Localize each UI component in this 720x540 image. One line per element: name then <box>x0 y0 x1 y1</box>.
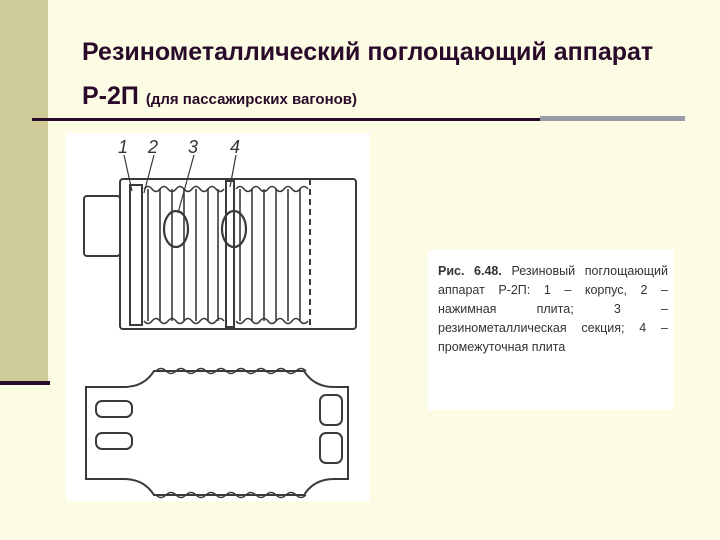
figure-caption-panel <box>428 250 674 410</box>
corrugation-top-right <box>236 187 308 192</box>
intermediate-plate <box>226 181 234 327</box>
slot-left-bottom <box>96 433 132 449</box>
slot-left-top <box>96 401 132 417</box>
left-accent-bar <box>0 0 48 384</box>
title-underline <box>32 118 540 121</box>
callout-3: 3 <box>188 137 199 157</box>
left-accent-rule <box>0 381 50 385</box>
title-underline-accent <box>540 116 685 121</box>
callout-4: 4 <box>230 137 241 157</box>
pressure-plate <box>130 185 142 325</box>
side-view-corrugation <box>156 369 306 498</box>
drawing-svg <box>66 133 370 501</box>
slot-right-top <box>320 395 342 425</box>
figure-number: Рис. 6.48. <box>438 264 502 278</box>
section-lines-right <box>240 189 300 321</box>
callout-2: 2 <box>148 137 159 157</box>
corrugation-bottom-right <box>236 319 308 324</box>
technical-drawing <box>66 133 370 501</box>
slide-title <box>82 30 692 122</box>
callout-1: 1 <box>118 137 129 157</box>
slot-right-bottom <box>320 433 342 463</box>
housing-body <box>120 179 356 329</box>
housing-left-cap <box>84 196 120 256</box>
figure-caption-text: Резиновый поглощающий аппарат Р-2П: 1 – корпус, 2 – нажимная плита; 3 – резинометаллическая секция; 4 – промежуточная плита <box>438 264 668 354</box>
slide-title-sub: (для пассажирских вагонов) <box>145 91 358 108</box>
section-lines-left <box>148 189 218 321</box>
slide-title-main: Резинометаллический поглощающий аппарат Р-2П <box>82 38 654 110</box>
figure-caption <box>438 262 668 357</box>
